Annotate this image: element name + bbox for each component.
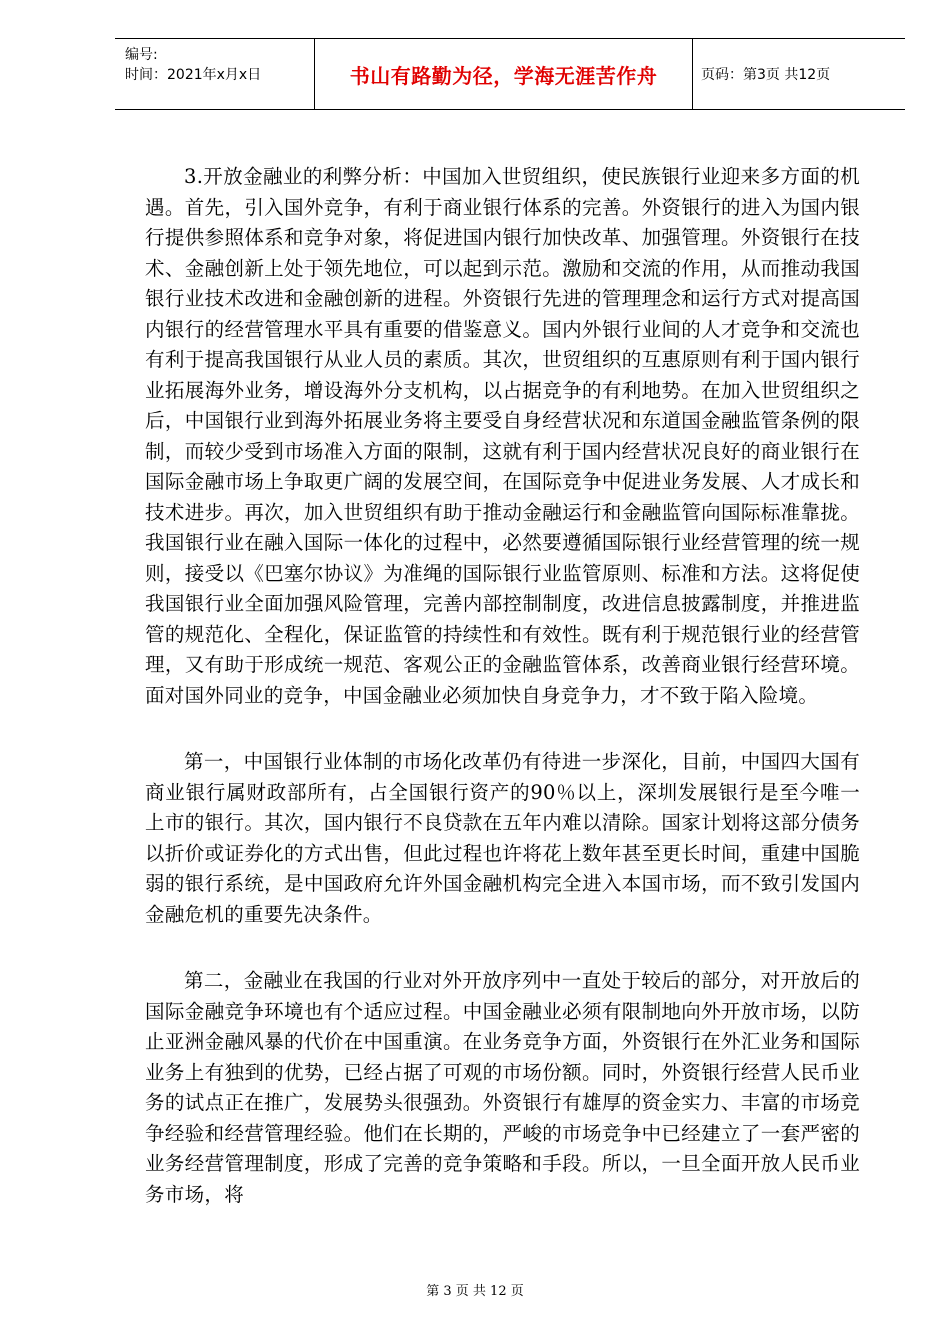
paragraph-2: 第一，中国银行业体制的市场化改革仍有待进一步深化，目前，中国四大国有商业银行属财政部所有，占全国银行资产的90％以上，深圳发展银行是至今唯一上市的银行。其次，国内银行不良贷款在五年内难以清除。国家计划将这部分债务以折价或证券化的方式出售，但此过程也许将花上数年甚至更长时间，重建中国脆弱的银行系统，是中国政府允许外国金融机构完全进入本国市场，而不致引发国内金融危机的重要先决条件。 <box>145 750 860 926</box>
page-footer: 第 3 页 共 12 页 <box>426 1284 524 1299</box>
document-number-label: 编号: <box>125 47 158 63</box>
document-time-label: 时间：2021年x月x日 <box>125 67 262 83</box>
document-body <box>145 162 860 1210</box>
paragraph-3: 第二，金融业在我国的行业对外开放序列中一直处于较后的部分，对开放后的国际金融竞争环境也有个适应过程。中国金融业必须有限制地向外开放市场，以防止亚洲金融风暴的代价在中国重演。在业务竞争方面，外资银行在外汇业务和国际业务上有独到的优势，已经占据了可观的市场份额。同时，外资银行经营人民币业务的试点正在推广，发展势头很强劲。外资银行有雄厚的资金实力、丰富的市场竞争经验和经营管理经验。他们在长期的，严峻的市场竞争中已经建立了一套严密的业务经营管理制度，形成了完善的竞争策略和手段。所以，一旦全面开放人民币业务市场，将 <box>145 969 860 1206</box>
header-motto: 书山有路勤为径，学海无涯苦作舟 <box>315 39 693 109</box>
page-header <box>115 38 905 110</box>
paragraph-1: 3.开放金融业的利弊分析：中国加入世贸组织，使民族银行业迎来多方面的机遇。首先，引入国外竞争，有利于商业银行体系的完善。外资银行的进入为国内银行提供参照体系和竞争对象，将促进国内银行加快改革、加强管理。外资银行在技术、金融创新上处于领先地位，可以起到示范。激励和交流的作用，从而推动我国银行业技术改进和金融创新的进程。外资银行先进的管理理念和运行方式对提高国内银行的经营管理水平具有重要的借鉴意义。国内外银行业间的人才竞争和交流也有利于提高我国银行从业人员的素质。其次，世贸组织的互惠原则有利于国内银行业拓展海外业务，增设海外分支机构，以占据竞争的有利地势。在加入世贸组织之后，中国银行业到海外拓展业务将主要受自身经营状况和东道国金融监管条例的限制，而较少受到市场准入方面的限制，这就有利于国内经营状况良好的商业银行在国际金融市场上争取更广阔的发展空间，在国际竞争中促进业务发展、人才成长和技术进步。再次，加入世贸组织有助于推动金融运行和金融监管向国际标准靠拢。我国银行业在融入国际一体化的过程中，必然要遵循国际银行业经营管理的统一规则，接受以《巴塞尔协议》为准绳的国际银行业监管原则、标准和方法。这将促使我国银行业全面加强风险管理，完善内部控制制度，改进信息披露制度，并推进监管的规范化、全程化，保证监管的持续性和有效性。既有利于规范银行业的经营管理，又有助于形成统一规范、客观公正的金融监管体系，改善商业银行经营环境。面对国外同业的竞争，中国金融业必须加快自身竞争力，才不致于陷入险境。 <box>145 165 860 707</box>
header-page-info: 页码：第3页 共12页 <box>701 67 831 83</box>
header-meta <box>115 39 315 109</box>
